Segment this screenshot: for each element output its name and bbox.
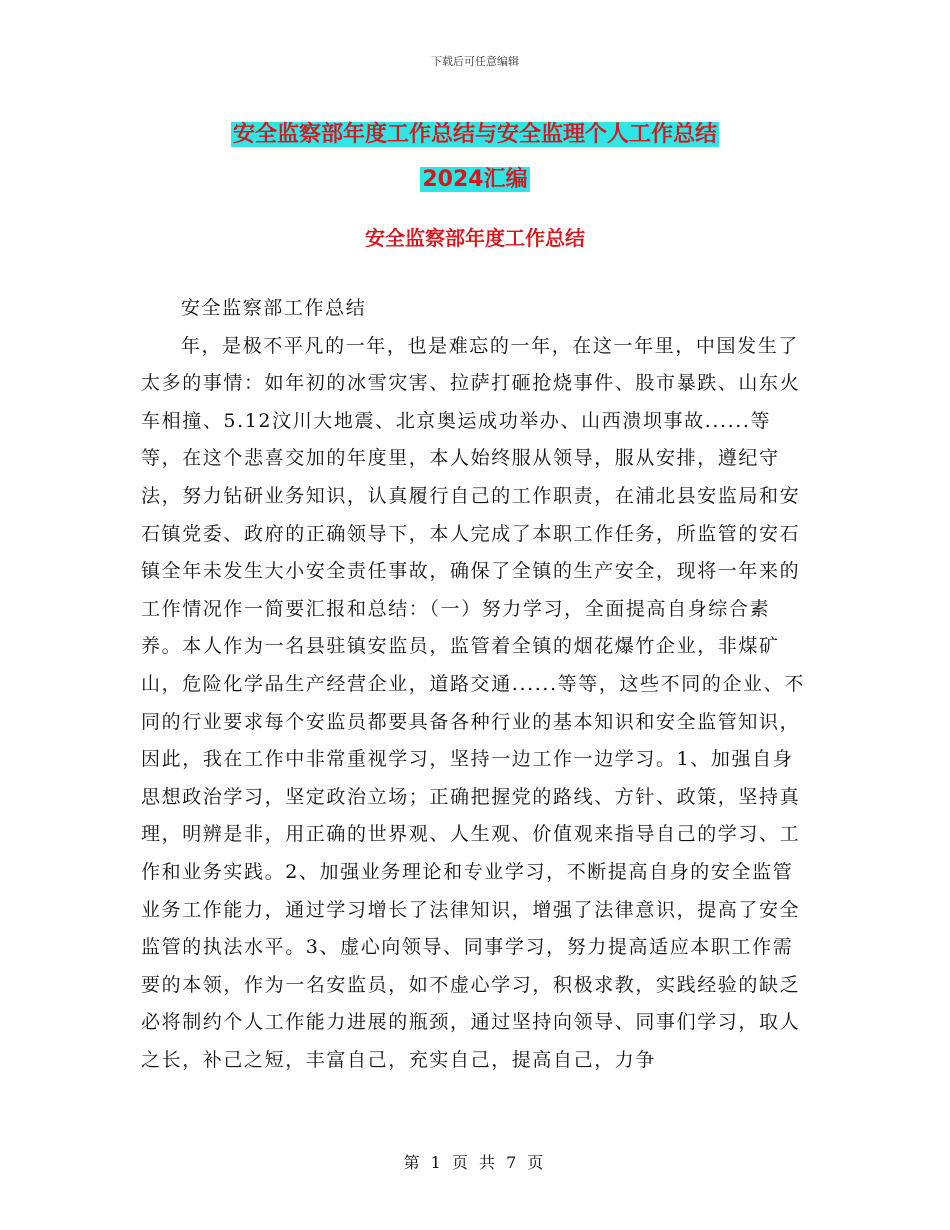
document-title [0,112,950,202]
header-note: 下载后可任意编辑 [431,55,519,68]
body-paragraph: 年，是极不平凡的一年，也是难忘的一年，在这一年里，中国发生了太多的事情：如年初的冰雪灾害、拉萨打砸抢烧事件、股市暴跌、山东火车相撞、5.12汶川大地震、北京奥运成功举办、山西溃坝事故......等等，在这个悲喜交加的年度里，本人始终服从领导，服从安排，遵纪守法，努力钻研业务知识，认真履行自己的工作职责，在浦北县安监局和安石镇党委、政府的正确领导下，本人完成了本职工作任务，所监管的安石镇全年未发生大小安全责任事故，确保了全镇的生产安全，现将一年来的工作情况作一简要汇报和总结：（一）努力学习，全面提高自身综合素养。本人作为一名县驻镇安监员，监管着全镇的烟花爆竹企业，非煤矿山，危险化学品生产经营企业，道路交通......等等，这些不同的企业、不同的行业要求每个安监员都要具备各种行业的基本知识和安全监管知识，因此，我在工作中非常重视学习，坚持一边工作一边学习。1、加强自身思想政治学习，坚定政治立场；正确把握党的路线、方针、政策，坚持真理，明辨是非，用正确的世界观、人生观、价值观来指导自己的学习、工作和业务实践。2、加强业务理论和专业学习，不断提高自身的安全监管业务工作能力，通过学习增长了法律知识，增强了法律意识，提高了安全监管的执法水平。3、虚心向领导、同事学习，努力提高适应本职工作需要的本领，作为一名安监员，如不虚心学习，积极求教，实践经验的缺乏必将制约个人工作能力进展的瓶颈，通过坚持向领导、同事们学习，取人之长，补己之短，丰富自己，充实自己，提高自己，力争 [141,334,805,1071]
title-line-2: 2024汇编 [422,167,528,192]
section-title: 安全监察部年度工作总结 [365,226,585,250]
body-subtitle: 安全监察部工作总结 [180,297,367,319]
page-number-footer: 第 1 页 共 7 页 [403,1153,547,1172]
body-text [141,290,811,1079]
title-line-1: 安全监察部年度工作总结与安全监理个人工作总结 [232,122,717,147]
